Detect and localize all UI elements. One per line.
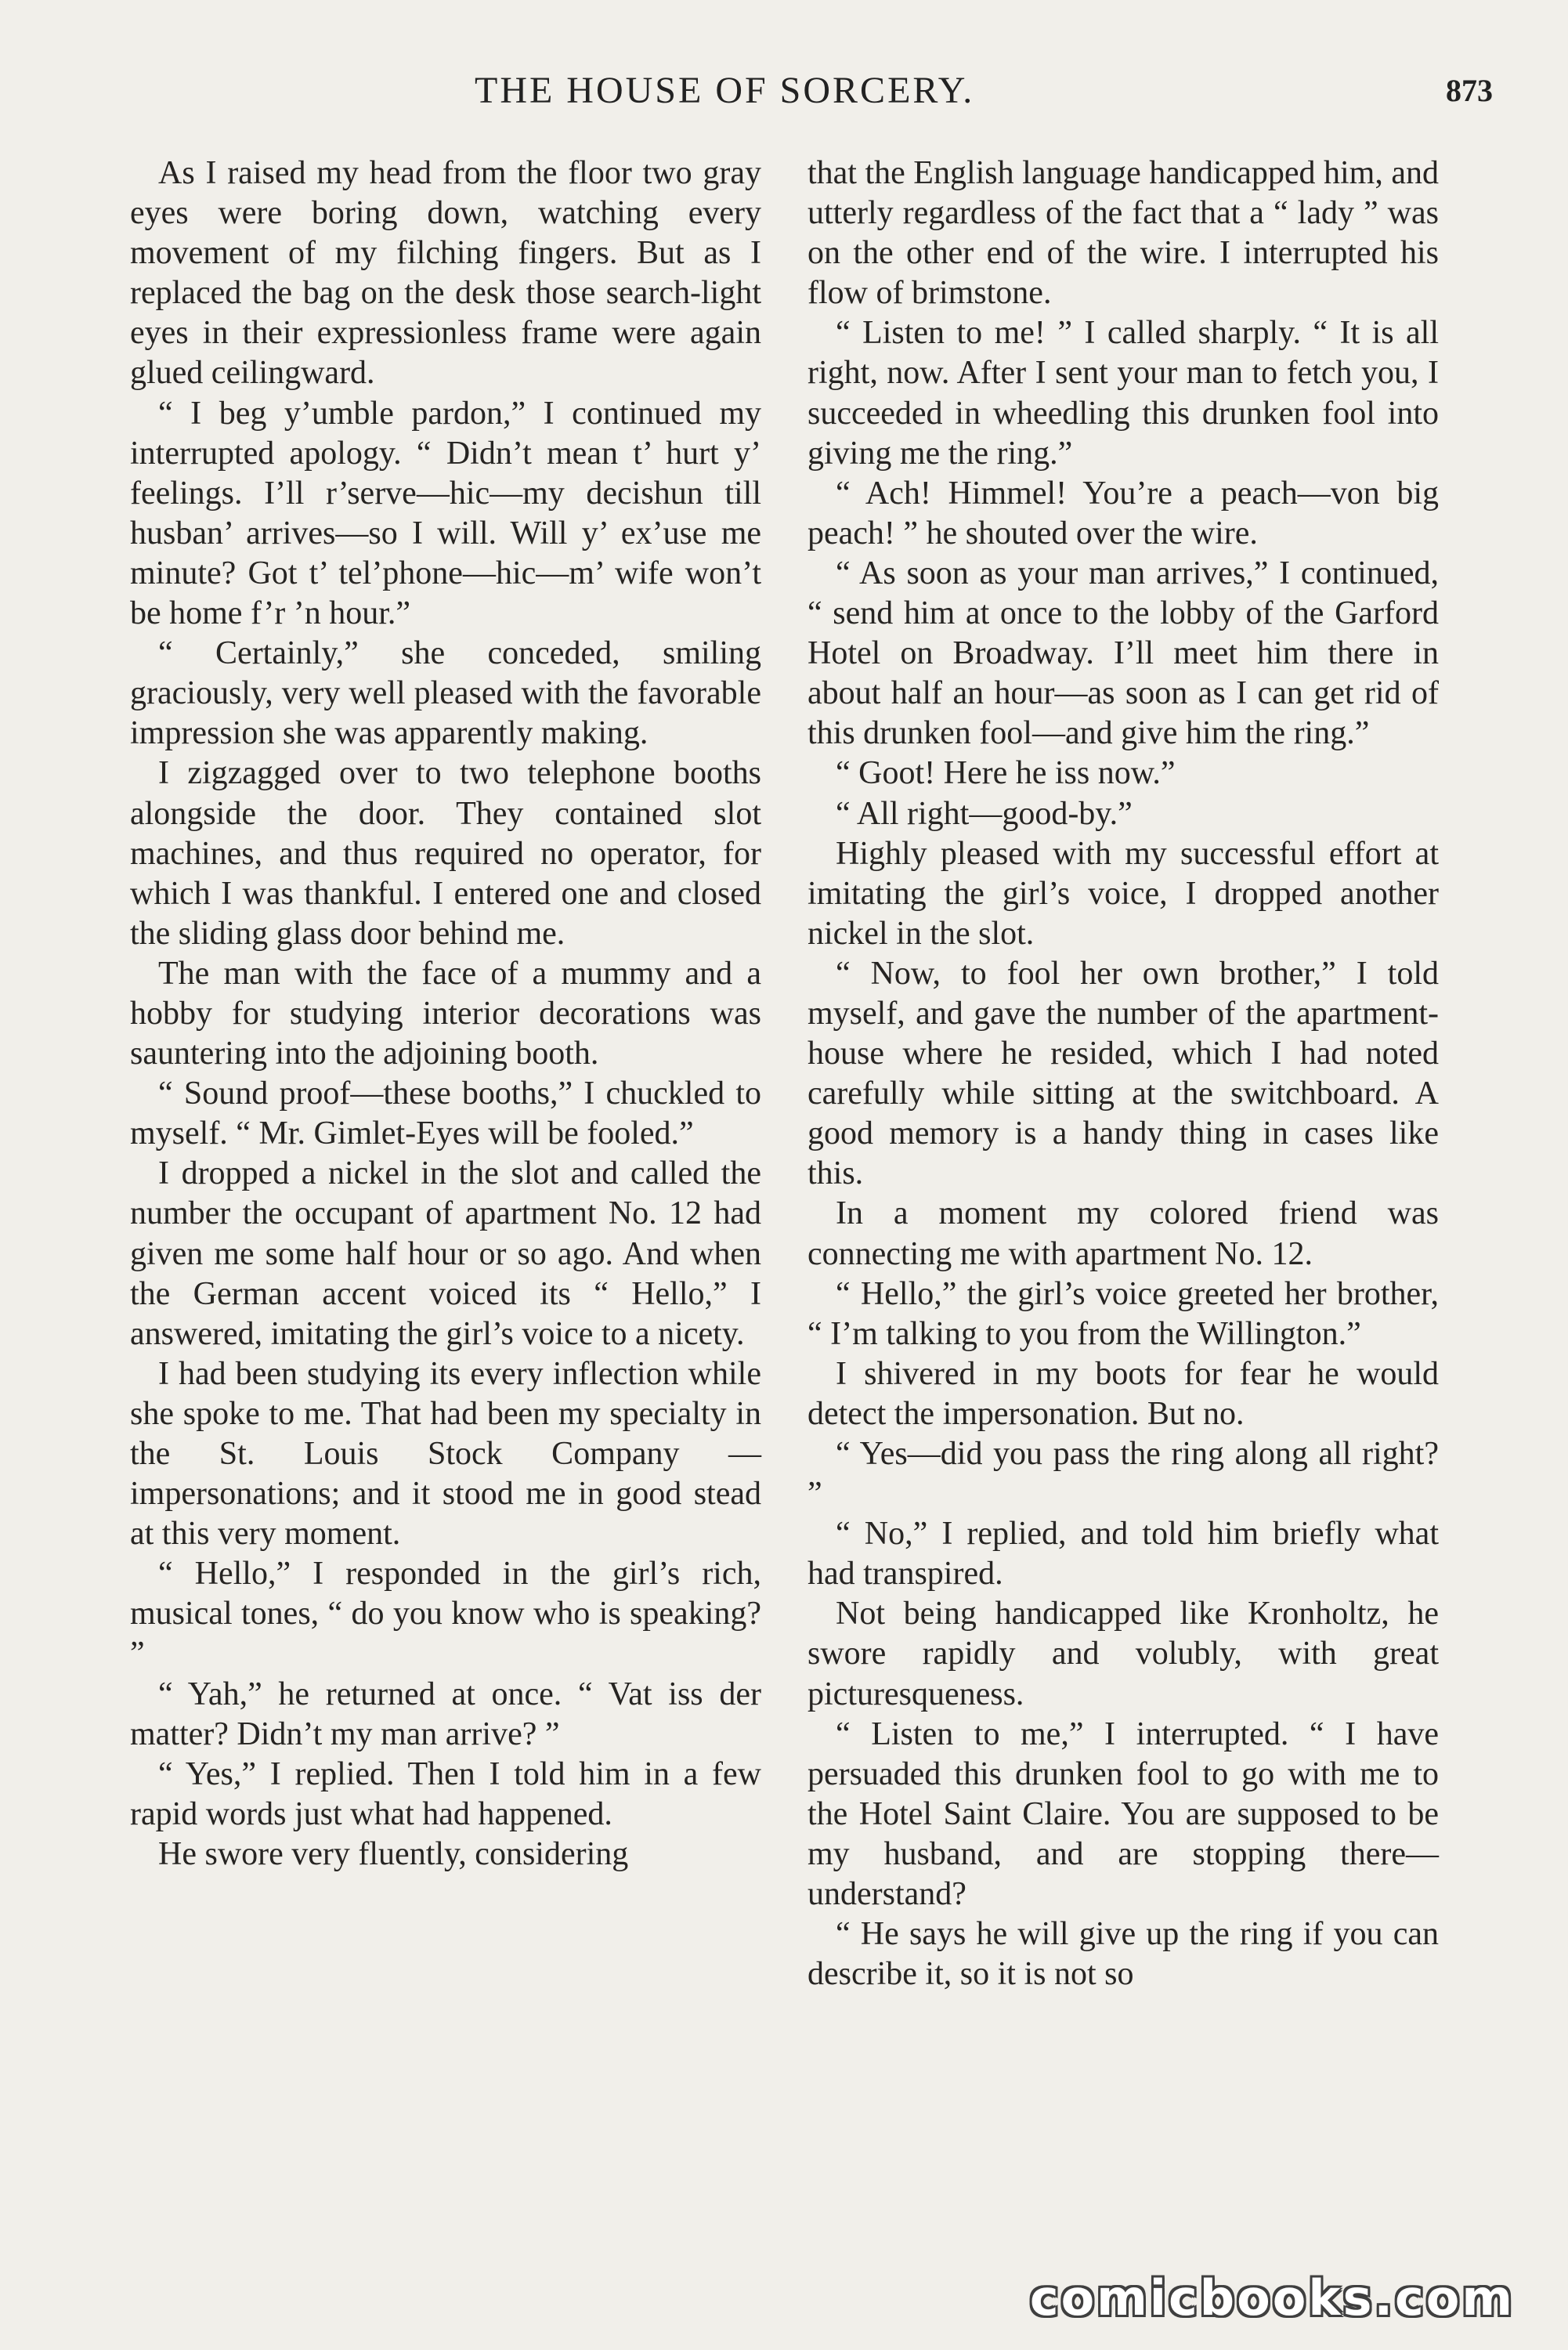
paragraph: In a moment my colored friend was connecting me with apartment No. 12. bbox=[807, 1195, 1439, 1272]
paragraph: “ Yes—did you pass the ring along all right? ” bbox=[807, 1436, 1439, 1513]
paragraph: The man with the face of a mummy and a hobby for studying interior decorations was sauntering into the adjoining booth. bbox=[130, 955, 761, 1072]
paragraph: “ Listen to me! ” I called sharply. “ It is all right, now. After I sent your man to fetch you, I succeeded in wheedling this drunken fool into giving me the ring.” bbox=[807, 315, 1439, 472]
paragraph: “ Ach! Himmel! You’re a peach—von big peach! ” he shouted over the wire. bbox=[807, 475, 1439, 551]
paragraph: “ Hello,” the girl’s voice greeted her brother, “ I’m talking to you from the Willington.” bbox=[807, 1275, 1439, 1352]
paragraph: “ Sound proof—these booths,” I chuckled to myself. “ Mr. Gimlet-Eyes will be fooled.” bbox=[130, 1076, 761, 1152]
paragraph: As I raised my head from the floor two gray eyes were boring down, watching every movement of my filching fingers. But as I replaced the bag on the desk those search-light eyes in their expressionless frame were again glued ceilingward. bbox=[130, 155, 761, 392]
paragraph: Highly pleased with my successful effort at imitating the girl’s voice, I dropped another nickel in the slot. bbox=[807, 835, 1439, 952]
right-column bbox=[807, 154, 1439, 1994]
running-head bbox=[0, 69, 1568, 116]
page-number: 873 bbox=[1446, 73, 1493, 108]
paragraph: “ Yes,” I replied. Then I told him in a few rapid words just what had happened. bbox=[130, 1755, 761, 1832]
paragraph: I dropped a nickel in the slot and called the number the occupant of apartment No. 12 had given me some half hour or so ago. And when the German accent voiced its “ Hello,” I answered, imitating the girl’s voice to a nicety. bbox=[130, 1155, 761, 1352]
paragraph: “ He says he will give up the ring if you can describe it, so it is not so bbox=[807, 1916, 1439, 1993]
paragraph: I had been studying its every inflection while she spoke to me. That had been my specialty in the St. Louis Stock Company — impersonations; and it stood me in good stead at this very moment. bbox=[130, 1355, 761, 1553]
running-title: THE HOUSE OF SORCERY. bbox=[475, 70, 975, 111]
paragraph-continuation: that the English language handicapped him, and utterly regardless of the fact that a “ lady ” was on the other end of the wire. I interrupted his flow of brimstone. bbox=[807, 155, 1439, 312]
paragraph: “ As soon as your man arrives,” I continued, “ send him at once to the lobby of the Garford Hotel on Broadway. I’ll meet him there in about half an hour—as soon as I can get rid of this drunken fool—and give him the ring.” bbox=[807, 555, 1439, 752]
paragraph: “ Hello,” I responded in the girl’s rich, musical tones, “ do you know who is speaking? ” bbox=[130, 1556, 761, 1672]
watermark: comicbooks.com bbox=[1029, 2269, 1515, 2326]
paragraph: “ Goot! Here he iss now.” bbox=[836, 755, 1176, 792]
paragraph: He swore very fluently, considering bbox=[158, 1835, 629, 1872]
paragraph: “ I beg y’umble pardon,” I continued my interrupted apology. “ Didn’t mean t’ hurt y’ feelings. I’ll r’serve—hic—my decishun till husban’ arrives—so I will. Will y’ ex’use me minute? Got t’ tel’phone—hic—m’ wife won’t be home f’r ’n hour.” bbox=[130, 395, 761, 632]
paragraph: I shivered in my boots for fear he would detect the impersonation. But no. bbox=[807, 1355, 1439, 1432]
paragraph: “ Yah,” he returned at once. “ Vat iss der matter? Didn’t my man arrive? ” bbox=[130, 1676, 761, 1752]
paragraph: Not being handicapped like Kronholtz, he swore rapidly and volubly, with great picturesqueness. bbox=[807, 1596, 1439, 1712]
paragraph: “ Now, to fool her own brother,” I told myself, and gave the number of the apartment-house where he resided, which I had noted carefully while sitting at the switchboard. A good memory is a handy thing in cases like this. bbox=[807, 955, 1439, 1192]
paragraph: “ All right—good-by.” bbox=[836, 795, 1133, 832]
paragraph: “ Certainly,” she conceded, smiling graciously, very well pleased with the favorable impression she was apparently making. bbox=[130, 635, 761, 752]
paragraph: “ No,” I replied, and told him briefly what had transpired. bbox=[807, 1516, 1439, 1593]
left-column bbox=[130, 154, 761, 1875]
paragraph: I zigzagged over to two telephone booths alongside the door. They contained slot machines, and thus required no operator, for which I was thankful. I entered one and closed the sliding glass door behind me. bbox=[130, 755, 761, 952]
paragraph: “ Listen to me,” I interrupted. “ I have persuaded this drunken fool to go with me to the Hotel Saint Claire. You are supposed to be my husband, and are stopping there—understand? bbox=[807, 1716, 1439, 1913]
